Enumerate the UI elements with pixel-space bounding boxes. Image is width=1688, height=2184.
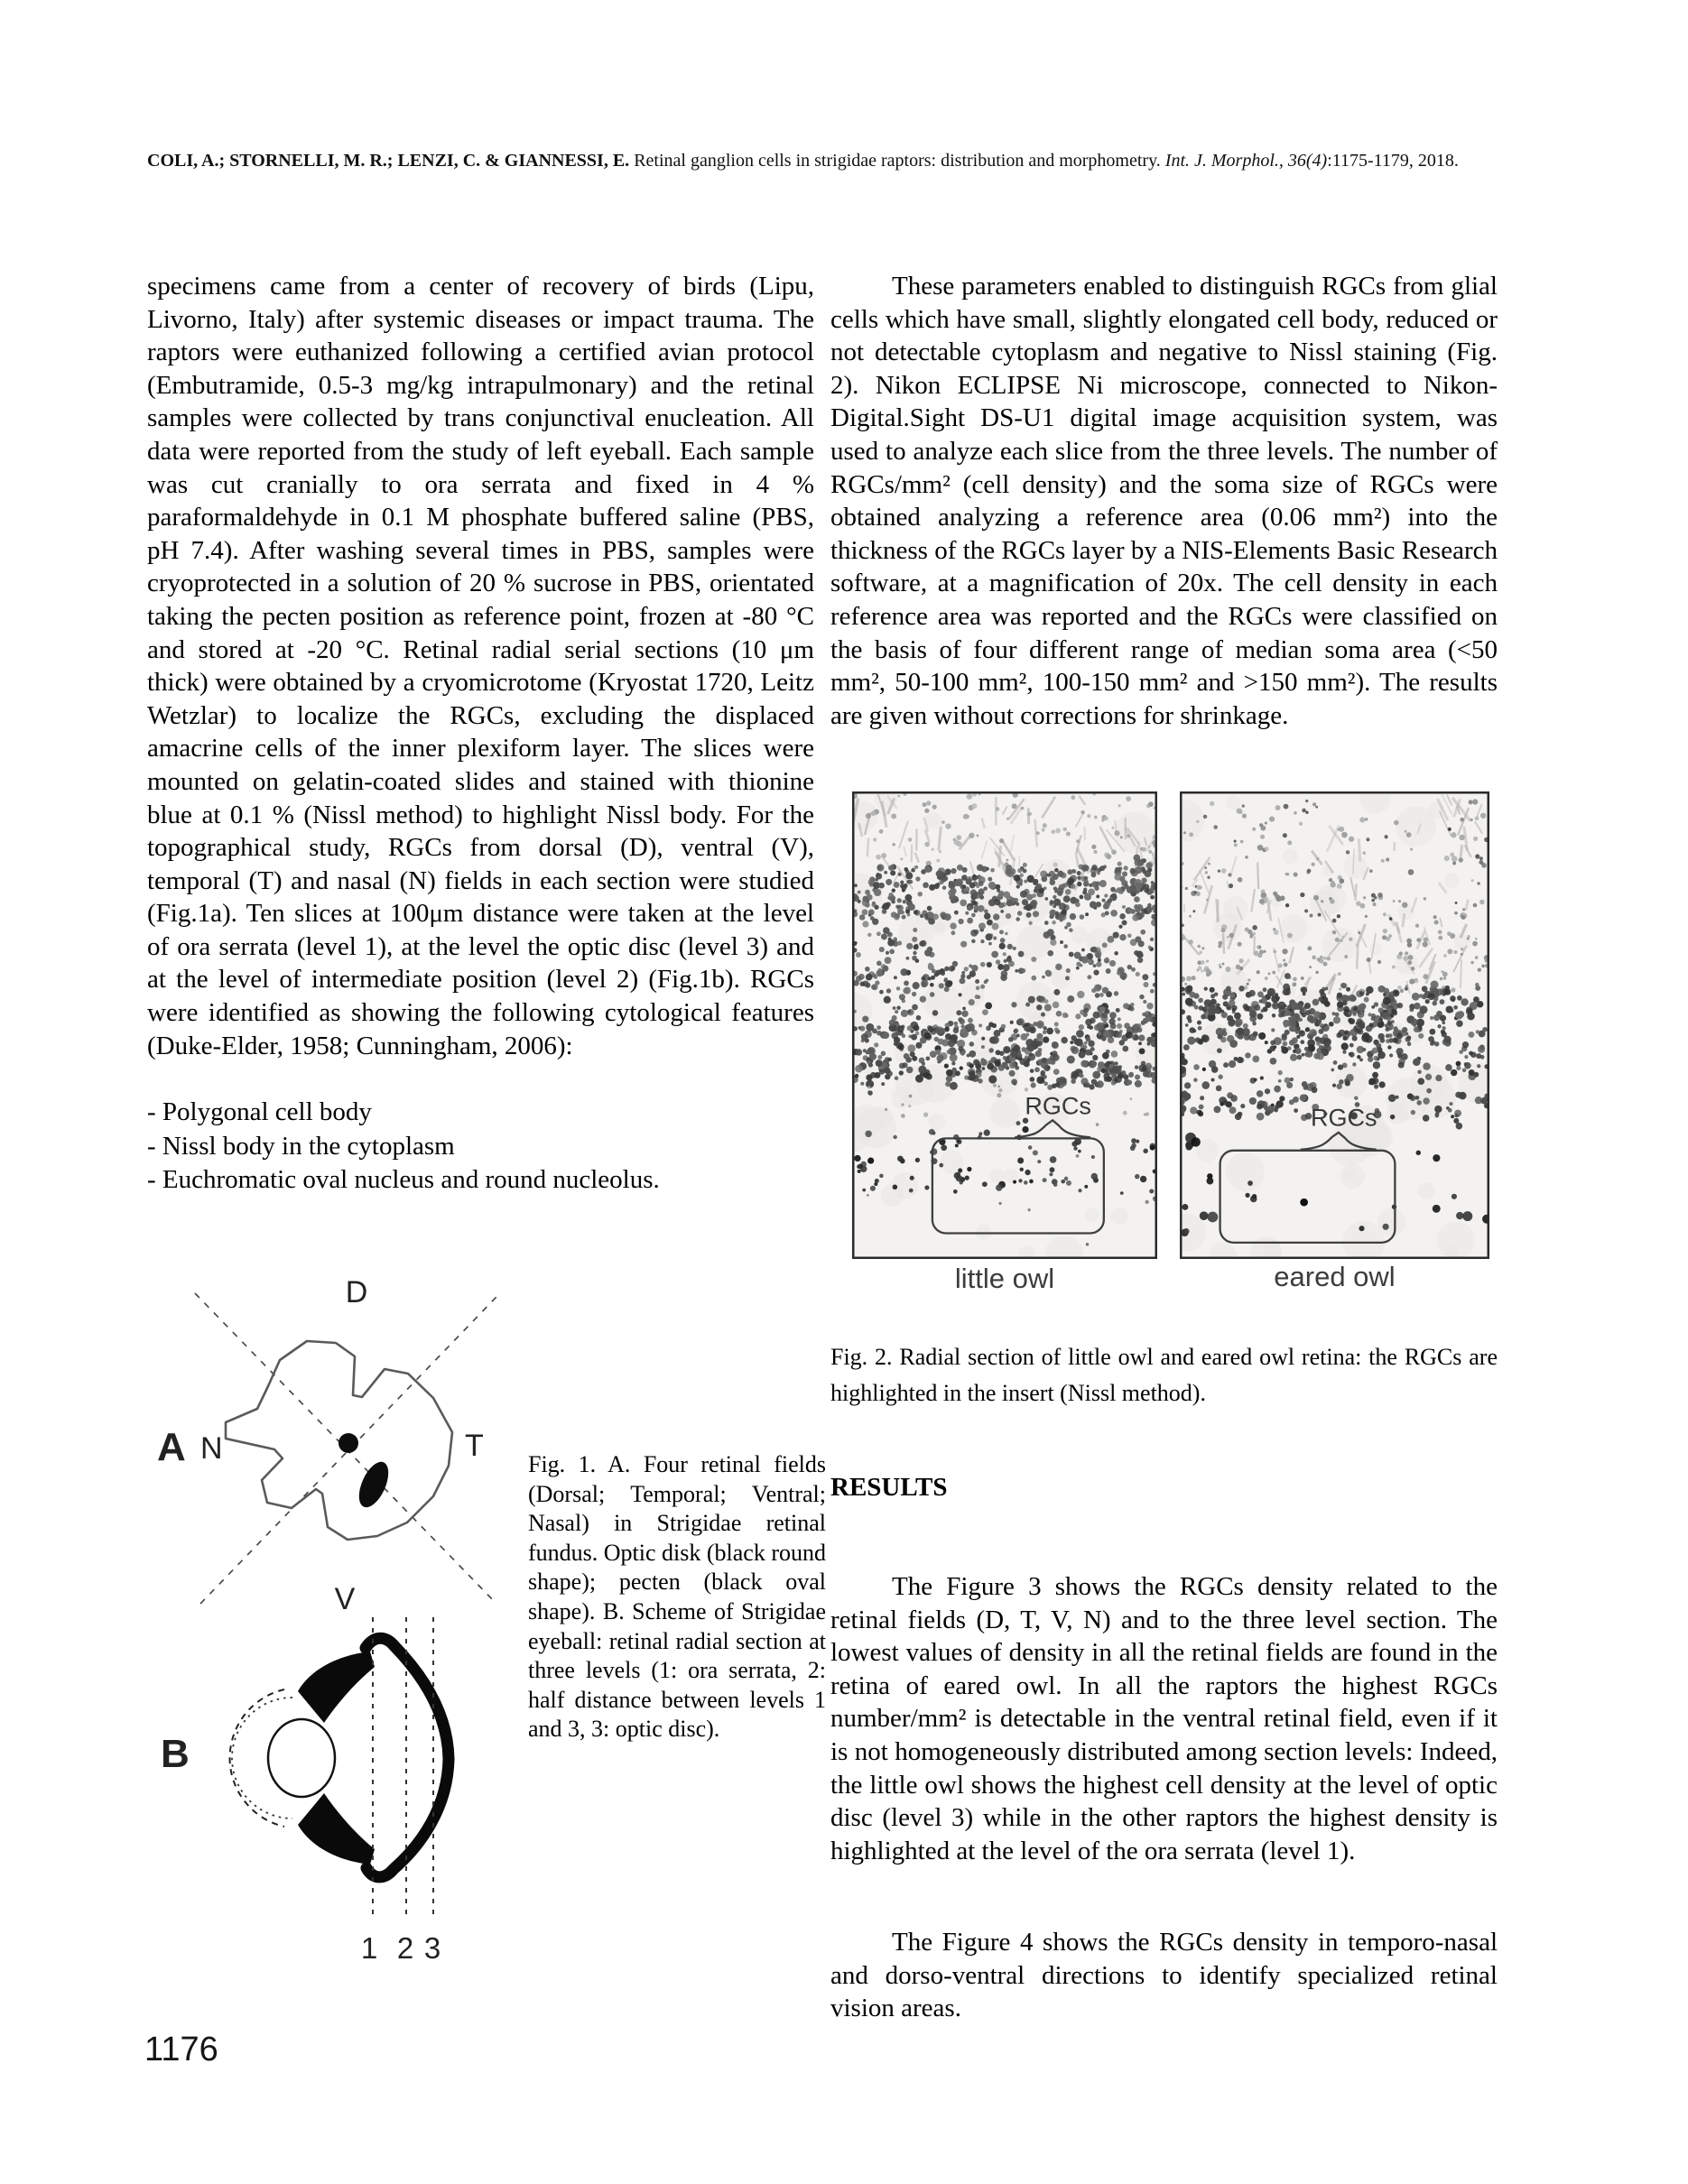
- running-head-journal: Int. J. Morphol., 36(4): [1164, 151, 1328, 171]
- figure1a-retinal-fields-diagram: [143, 1248, 522, 1623]
- rgcs-insert-label: RGCs: [1025, 1092, 1091, 1120]
- optic-disk-dot: [339, 1433, 358, 1453]
- lens-circle: [268, 1719, 335, 1797]
- running-head-title: Retinal ganglion cells in strigidae raptors: distribution and morphometry.: [629, 151, 1165, 171]
- figure2-panel-little-owl: [852, 791, 1157, 1259]
- results-heading: RESULTS: [830, 1473, 948, 1502]
- running-head: [147, 151, 1483, 171]
- figure1-caption: Fig. 1. A. Four retinal fields (Dorsal; Temporal; Ventral; Nasal) in Strigidae retinal fundus. Optic disk (black round shape); pecten (black oval shape). B. Scheme of Strigidae eyeball: retinal radial section at three levels (1: ora serrata, 2: half distance between levels 1 and 3, 3: optic disc).: [528, 1451, 827, 1743]
- label-temporal: T: [465, 1429, 484, 1463]
- list-item: - Nissl body in the cytoplasm: [147, 1131, 455, 1161]
- label-ventral: V: [334, 1582, 356, 1616]
- figure1b-eyeball-scheme: [143, 1605, 499, 1993]
- list-item: - Euchromatic oval nucleus and round nucleolus.: [147, 1165, 660, 1194]
- ciliary-mass-bottom: [298, 1793, 375, 1865]
- results-paragraph-1: The Figure 3 shows the RGCs density related to the retinal fields (D, T, V, N) and to the three level section. The lowest values of density in all the retinal fields are found in the retina of eared owl. In all the raptors the highest RGCs number/mm² is detectable in the ventral retinal field, even if it is not homogeneously distributed among section levels: Indeed, the little owl shows the highest cell density at the level of optic disc (level 3) while in the other raptors the highest density is highlighted at the level of the ora serrata (level 1).: [830, 1572, 1498, 1865]
- figure2-micrographs: [852, 791, 1489, 1259]
- label-nasal: N: [200, 1431, 223, 1466]
- figure2-label-little-owl: little owl: [954, 1263, 1055, 1294]
- pecten-oval: [353, 1458, 394, 1512]
- label-dorsal: D: [345, 1275, 368, 1309]
- label-level-2: 2: [396, 1931, 414, 1965]
- parameters-paragraph: These parameters enabled to distinguish RGCs from glial cells which have small, slightly elongated cell body, reduced or not detectable cytoplasm and negative to Nissl staining (Fig. 2). Nikon ECLIPSE Ni microscope, connected to Nikon-Digital.Sight DS-U1 digital image acquisition system, was used to analyze each slice from the three levels. The number of RGCs/mm² (cell density) and the soma size of RGCs were obtained analyzing a reference area (0.06 mm²) into the thickness of the RGCs layer by a NIS-Elements Basic Research software, at a magnification of 20x. The cell density in each reference area was reported and the RGCs were classified on the basis of four different range of median soma area (<50 mm², 50-100 mm², 100-150 mm² and >150 mm²). The results are given without corrections for shrinkage.: [830, 272, 1498, 730]
- methods-paragraph: specimens came from a center of recovery of birds (Lipu, Livorno, Italy) after systemic diseases or impact trauma. The raptors were euthanized following a certified avian protocol (Embutramide, 0.5-3 mg/kg intrapulmonary) and the retinal samples were collected by trans conjunctival enucleation. All data were reported from the study of left eyeball. Each sample was cut cranially to ora serrata and fixed in 4 % paraformaldehyde in 0.1 M phosphate buffered saline (PBS, pH 7.4). After washing several times in PBS, samples were cryoprotected in a solution of 20 % sucrose in PBS, orientated taking the pecten position as reference point, frozen at -80 °C and stored at -20 °C. Retinal radial serial sections (10 μm thick) were obtained by a cryomicrotome (Kryostat 1720, Leitz Wetzlar) to localize the RGCs, excluding the displaced amacrine cells of the inner plexiform layer. The slices were mounted on gelatin-coated slides and stained with thionine blue at 0.1 % (Nissl method) to highlight Nissl body. For the topographical study, RGCs from dorsal (D), ventral (V), temporal (T) and nasal (N) fields in each section were studied (Fig.1a). Ten slices at 100μm distance were taken at the level of ora serrata (level 1), at the level the optic disc (level 3) and at the level of intermediate position (level 2) (Fig.1b). RGCs were identified as showing the following cytological features (Duke-Elder, 1958; Cunningham, 2006):: [147, 272, 814, 1060]
- label-panel-a: A: [157, 1425, 186, 1469]
- cytological-features-list: [147, 1096, 814, 1198]
- running-head-authors: COLI, A.; STORNELLI, M. R.; LENZI, C. & GIANNESSI, E.: [147, 151, 630, 171]
- page-number: 1176: [144, 2031, 218, 2068]
- label-level-1: 1: [360, 1931, 378, 1965]
- label-level-3: 3: [423, 1931, 441, 1965]
- list-item: - Polygonal cell body: [147, 1097, 372, 1126]
- ciliary-mass-top: [298, 1652, 375, 1723]
- figure2-label-eared-owl: eared owl: [1274, 1261, 1396, 1292]
- figure2-panel-eared-owl: [1180, 791, 1489, 1259]
- figure2-caption: Fig. 2. Radial section of little owl and eared owl retina: the RGCs are highlighted in the insert (Nissl method).: [830, 1344, 1498, 1406]
- running-head-pages: :1175-1179, 2018.: [1327, 151, 1459, 171]
- rgcs-insert-label: RGCs: [1311, 1104, 1377, 1132]
- results-paragraph-2: The Figure 4 shows the RGCs density in temporo-nasal and dorso-ventral directions to identify specialized retinal vision areas.: [830, 1928, 1498, 2023]
- label-panel-b: B: [161, 1732, 190, 1776]
